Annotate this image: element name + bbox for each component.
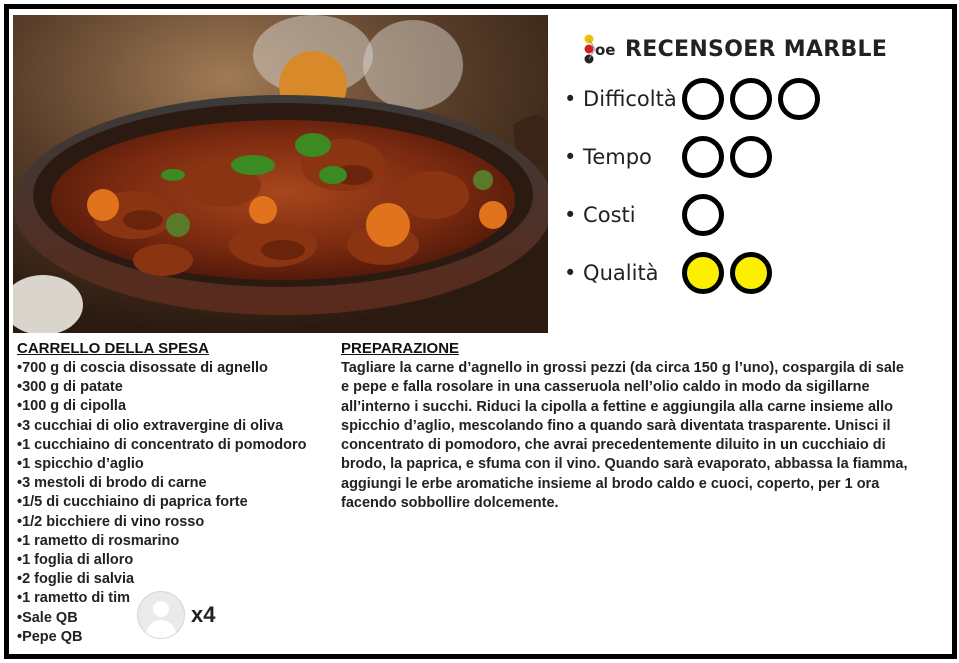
ingredient-item: •700 g di coscia disossate di agnello [17,360,268,376]
shopping-list-title: CARRELLO DELLA SPESA [17,340,209,357]
ingredient-item: •1 cucchiaino di concentrato di pomodoro [17,436,307,453]
rating-circle-filled-icon [682,252,724,294]
brand-name: RECENSOER MARBLE [625,36,888,62]
rating-cost [564,194,724,236]
ingredient-item: •2 foglie di salvia [17,571,135,588]
rating-circles-quality [682,252,772,294]
rating-circle-icon [730,136,772,178]
dish-photo [13,15,548,333]
rating-circle-icon [730,78,772,120]
rating-circle-icon [778,78,820,120]
rating-circle-icon [682,78,724,120]
servings [137,591,215,639]
rating-time [564,136,772,178]
ingredient-item: •1 rametto di rosmarino [17,532,180,549]
servings-count: x4 [191,602,216,627]
brand-logo-icon [583,32,617,66]
preparation-text: Tagliare la carne d’agnello in grossi pezzi (da circa 150 g l’uno), cospargila di sale e pepe e falla rosolare in una casseruola nell’olio caldo in modo da sigillarne all’interno i succhi. Riduci la cipolla a fettine e aggiungila alla carne insieme allo spicchio d’aglio, mescolando fino a quando sarà diventata trasparente. Unisci il concentrato di pomodoro, che avrai precedentemente diluito in un cucchiaio di brodo, la paprica, e sfuma con il vino. Quando sarà evaporato, abbassa la fiamma, aggiungi le erbe aromatiche insieme al brodo caldo e cuoci, coperto, per 1 ora facendo sobbollire dolcemente. [341,360,908,512]
rating-circles-difficulty [682,78,820,120]
rating-circles-cost [682,194,724,236]
rating-circle-icon [682,194,724,236]
rating-label-cost: • Costi [564,203,636,227]
ingredient-item: •3 cucchiai di olio extravergine di oliva [17,417,284,434]
ingredient-item: •1/5 di cucchiaino di paprica forte [17,494,248,511]
rating-label-quality: • Qualità [564,261,659,285]
brand-logo-text: oe [595,41,616,59]
ingredient-item: •Pepe QB [17,628,83,645]
rating-label-time: • Tempo [564,145,652,169]
ingredient-item: •1 foglia di alloro [17,552,134,569]
ingredient-item: •1 spicchio d’aglio [17,456,144,473]
ingredient-item: •1 rametto di tim [17,590,131,607]
ingredient-item: •1/2 bicchiere di vino rosso [17,513,205,530]
preparation [341,340,911,513]
ingredient-item: •3 mestoli di brodo di carne [17,475,207,492]
rating-quality [564,252,772,294]
rating-circles-time [682,136,772,178]
brand-header [583,31,887,67]
rating-circle-filled-icon [730,252,772,294]
rating-difficulty [564,78,820,120]
preparation-title: PREPARAZIONE [341,340,460,357]
lamb-stew-pan-photo [13,15,548,333]
ingredient-item: •300 g di patate [17,379,123,396]
ingredient-item: •Sale QB [17,609,78,626]
user-avatar-icon [137,591,185,639]
recipe-card [4,4,957,659]
rating-circle-icon [682,136,724,178]
rating-label-difficulty: • Difficoltà [564,87,677,111]
ingredient-item: •100 g di cipolla [17,398,127,415]
